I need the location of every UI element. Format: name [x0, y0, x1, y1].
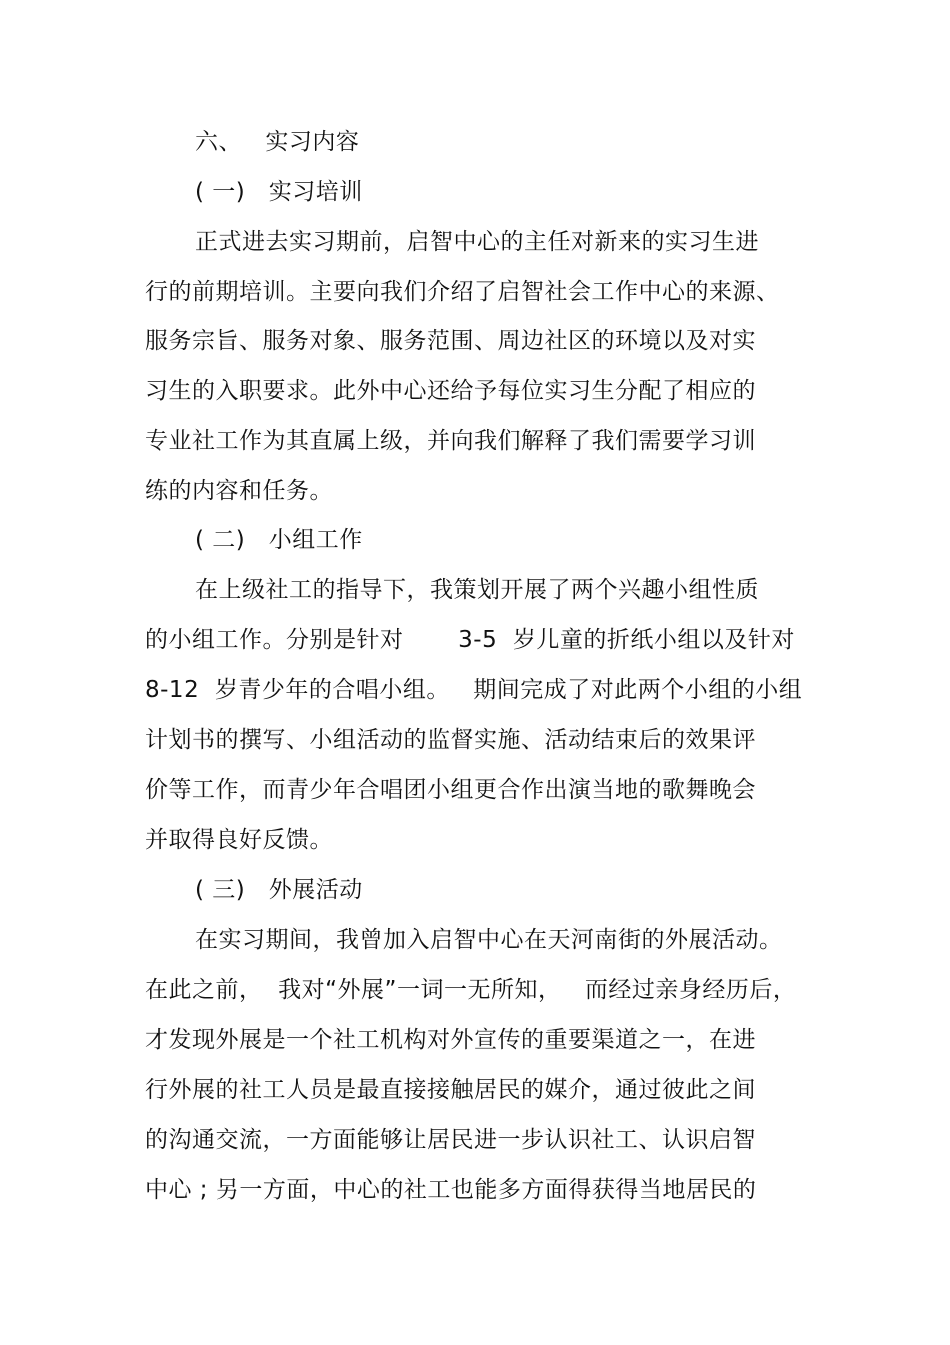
paragraph-line: 在上级社工的指导下，我策划开展了两个兴趣小组性质: [195, 577, 759, 603]
paragraph-line: 才发现外展是一个社工机构对外宣传的重要渠道之一，在进: [145, 1027, 756, 1053]
paragraph-line: 在此之前， 我对“外展”一词一无所知， 而经过亲身经历后，: [145, 977, 797, 1003]
paragraph-line: 练的内容和任务。: [145, 478, 333, 504]
paragraph-line: 的沟通交流，一方面能够让居民进一步认识社工、认识启智: [145, 1127, 756, 1153]
paragraph-line: 习生的入职要求。此外中心还给予每位实习生分配了相应的: [145, 378, 756, 404]
paragraph-line: 8-12 岁青少年的合唱小组。 期间完成了对此两个小组的小组: [145, 677, 803, 703]
paragraph-line: 正式进去实习期前，启智中心的主任对新来的实习生进: [195, 229, 759, 255]
paragraph-line: 价等工作，而青少年合唱团小组更合作出演当地的歌舞晚会: [145, 777, 756, 803]
paragraph-line: 行的前期培训。主要向我们介绍了启智社会工作中心的来源、: [145, 279, 780, 305]
paragraph-line: 在实习期间，我曾加入启智中心在天河南街的外展活动。: [195, 927, 783, 953]
paragraph-line: 行外展的社工人员是最直接接触居民的媒介，通过彼此之间: [145, 1077, 756, 1103]
subsection-heading-group-work: ( 二) 小组工作: [195, 527, 363, 553]
paragraph-line: 计划书的撰写、小组活动的监督实施、活动结束后的效果评: [145, 727, 756, 753]
paragraph-line: 专业社工作为其直属上级，并向我们解释了我们需要学习训: [145, 428, 756, 454]
paragraph-line: 并取得良好反馈。: [145, 827, 333, 853]
section-heading-internship-content: 六、 实习内容: [195, 129, 360, 155]
subsection-heading-outreach: ( 三) 外展活动: [195, 877, 363, 903]
paragraph-line: 的小组工作。分别是针对 3-5 岁儿童的折纸小组以及针对: [145, 627, 795, 653]
paragraph-line: 服务宗旨、服务对象、服务范围、周边社区的环境以及对实: [145, 328, 756, 354]
subsection-heading-training: ( 一) 实习培训: [195, 179, 363, 205]
paragraph-line: 中心 ; 另一方面，中心的社工也能多方面得获得当地居民的: [145, 1177, 757, 1203]
